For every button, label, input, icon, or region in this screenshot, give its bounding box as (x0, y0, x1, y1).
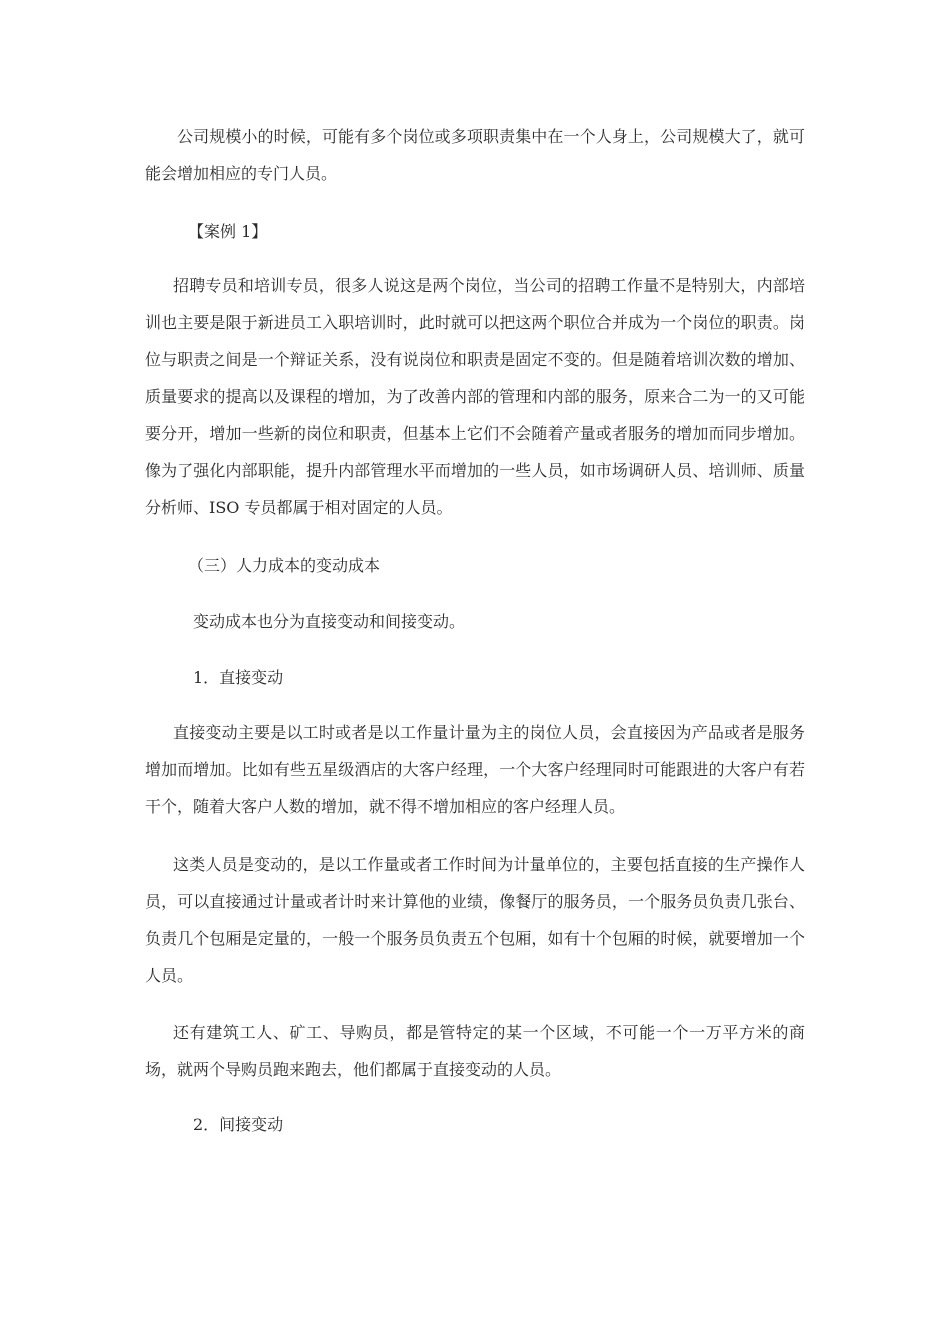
subheading-indirect-variation: 2．间接变动 (193, 1115, 284, 1134)
case-label: 【案例 1】 (188, 222, 268, 241)
section-heading-variable-cost: （三）人力成本的变动成本 (188, 556, 381, 575)
paragraph-variable-cost-types: 变动成本也分为直接变动和间接变动。 (193, 612, 466, 631)
paragraph-construction-workers: 还有建筑工人、矿工、导购员，都是管特定的某一个区域，不可能一个一万平方米的商场，就两个导购员跑来跑去，他们都属于直接变动的人员。 (145, 1023, 805, 1079)
paragraph-company-size: 公司规模小的时候，可能有多个岗位或多项职责集中在一个人身上，公司规模大了，就可能会增加相应的专门人员。 (145, 127, 805, 183)
subheading-direct-variation: 1．直接变动 (193, 668, 284, 687)
paragraph-service-staff: 这类人员是变动的，是以工作量或者工作时间为计量单位的，主要包括直接的生产操作人员，可以直接通过计量或者计时来计算他的业绩，像餐厅的服务员，一个服务员负责几张台、负责几个包厢是定量的，一般一个服务员负责五个包厢，如有十个包厢的时候，就要增加一个人员。 (145, 855, 805, 985)
paragraph-direct-variation: 直接变动主要是以工时或者是以工作量计量为主的岗位人员，会直接因为产品或者是服务增加而增加。比如有些五星级酒店的大客户经理，一个大客户经理同时可能跟进的大客户有若干个，随着大客户人数的增加，就不得不增加相应的客户经理人员。 (145, 723, 805, 816)
paragraph-case-recruiting-training: 招聘专员和培训专员，很多人说这是两个岗位，当公司的招聘工作量不是特别大，内部培训也主要是限于新进员工入职培训时，此时就可以把这两个职位合并成为一个岗位的职责。岗位与职责之间是一个辩证关系，没有说岗位和职责是固定不变的。但是随着培训次数的增加、质量要求的提高以及课程的增加，为了改善内部的管理和内部的服务，原来合二为一的又可能要分开，增加一些新的岗位和职责，但基本上它们不会随着产量或者服务的增加而同步增加。像为了强化内部职能，提升内部管理水平而增加的一些人员，如市场调研人员、培训师、质量分析师、ISO 专员都属于相对固定的人员。 (145, 276, 805, 517)
